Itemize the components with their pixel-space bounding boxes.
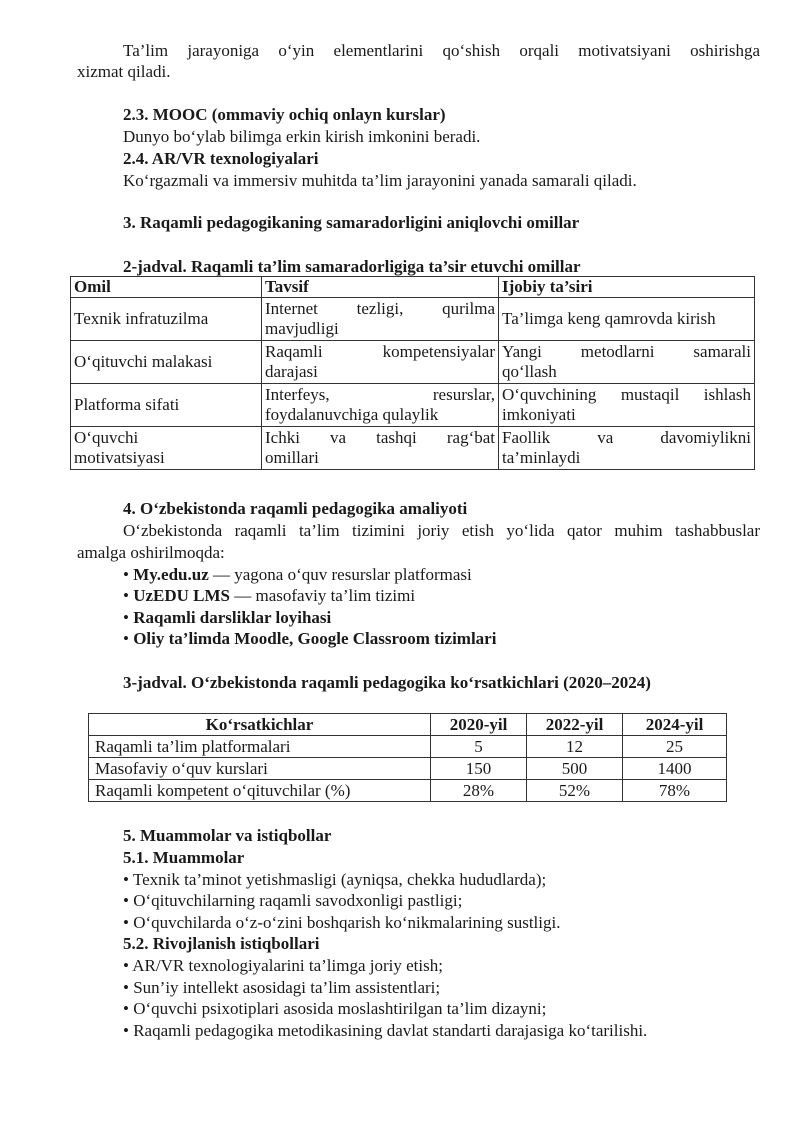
- section-2-4-text: Ko‘rgazmali va immersiv muhitda ta’lim jarayonini yanada samarali qiladi.: [123, 171, 637, 190]
- col-header-tasir: Ijobiy ta’siri: [499, 277, 755, 298]
- section-5-2-heading: 5.2. Rivojlanish istiqbollari: [123, 934, 320, 953]
- table-cell: Ichki va tashqi rag‘bat omillari: [262, 427, 499, 470]
- table-cell: 52%: [527, 780, 623, 802]
- list-item: • UzEDU LMS — masofaviy ta’lim tizimi: [123, 586, 416, 605]
- table-row: [71, 427, 755, 470]
- list-item: • O‘qituvchilarning raqamli savodxonligi pastligi;: [123, 891, 463, 910]
- col-header-indicators: Ko‘rsatkichlar: [89, 714, 431, 736]
- table-header-row: [89, 714, 727, 736]
- table-cell: 28%: [431, 780, 527, 802]
- col-header-2022: 2022-yil: [527, 714, 623, 736]
- intro-line-1: Ta’lim jarayoniga o‘yin elementlarini qo‘shish orqali motivatsiyani oshirishga: [123, 41, 760, 60]
- section-2-3-heading: 2.3. MOOC (ommaviy ochiq onlayn kurslar): [123, 105, 446, 124]
- table-cell: 150: [431, 758, 527, 780]
- table-row: [89, 736, 727, 758]
- table-row: [71, 298, 755, 341]
- table-cell: Masofaviy o‘quv kurslari: [89, 758, 431, 780]
- list-item: • Oliy ta’limda Moodle, Google Classroom tizimlari: [123, 629, 497, 648]
- list-item: • Sun’iy intellekt asosidagi ta’lim assistentlari;: [123, 978, 441, 997]
- table-row: [71, 341, 755, 384]
- list-item: • Raqamli pedagogika metodikasining davlat standarti darajasiga ko‘tarilishi.: [123, 1021, 648, 1040]
- col-header-omil: Omil: [71, 277, 262, 298]
- list-item: • My.edu.uz — yagona o‘quv resurslar platformasi: [123, 565, 472, 584]
- list-item: • O‘quvchi psixotiplari asosida moslashtirilgan ta’lim dizayni;: [123, 999, 547, 1018]
- table-cell: 12: [527, 736, 623, 758]
- section-2-3-text: Dunyo bo‘ylab bilimga erkin kirish imkonini beradi.: [123, 127, 481, 146]
- col-header-2024: 2024-yil: [623, 714, 727, 736]
- table-row: [71, 384, 755, 427]
- table-cell: Ta’limga keng qamrovda kirish: [499, 298, 755, 341]
- table-cell: 500: [527, 758, 623, 780]
- table-row: [89, 780, 727, 802]
- table-cell: 1400: [623, 758, 727, 780]
- list-item: • Raqamli darsliklar loyihasi: [123, 608, 332, 627]
- table-cell: Internet tezligi, qurilma mavjudligi: [262, 298, 499, 341]
- table-cell: Platforma sifati: [71, 384, 262, 427]
- table-cell: Raqamli kompetensiyalar darajasi: [262, 341, 499, 384]
- section-4-heading: 4. O‘zbekistonda raqamli pedagogika amaliyoti: [123, 499, 468, 518]
- section-3-heading: 3. Raqamli pedagogikaning samaradorligini aniqlovchi omillar: [123, 213, 580, 232]
- list-item: • Texnik ta’minot yetishmasligi (ayniqsa, chekka hududlarda);: [123, 870, 547, 889]
- intro-line-2: xizmat qiladi.: [77, 62, 171, 81]
- indicators-table: [88, 713, 727, 802]
- section-5-heading: 5. Muammolar va istiqbollar: [123, 826, 332, 845]
- section-4-para-line-1: O‘zbekistonda raqamli ta’lim tizimini joriy etish yo‘lida qator muhim tashabbuslar: [123, 521, 760, 540]
- table-cell: Raqamli ta’lim platformalari: [89, 736, 431, 758]
- section-5-1-heading: 5.1. Muammolar: [123, 848, 245, 867]
- table-3-caption: 3-jadval. O‘zbekistonda raqamli pedagogika ko‘rsatkichlari (2020–2024): [123, 673, 651, 692]
- table-cell: O‘quvchi motivatsiyasi: [71, 427, 262, 470]
- table-cell: 5: [431, 736, 527, 758]
- table-cell: Interfeys, resurslar, foydalanuvchiga qulaylik: [262, 384, 499, 427]
- col-header-2020: 2020-yil: [431, 714, 527, 736]
- table-cell: Texnik infratuzilma: [71, 298, 262, 341]
- section-2-4-heading: 2.4. AR/VR texnologiyalari: [123, 149, 319, 168]
- table-cell: O‘quvchining mustaqil ishlash imkoniyati: [499, 384, 755, 427]
- table-cell: Raqamli kompetent o‘qituvchilar (%): [89, 780, 431, 802]
- list-item: • O‘quvchilarda o‘z-o‘zini boshqarish ko‘nikmalarining sustligi.: [123, 913, 561, 932]
- table-cell: 25: [623, 736, 727, 758]
- table-header-row: [71, 277, 755, 298]
- table-cell: Faollik va davomiylikni ta’minlaydi: [499, 427, 755, 470]
- list-item: • AR/VR texnologiyalarini ta’limga joriy etish;: [123, 956, 443, 975]
- table-cell: 78%: [623, 780, 727, 802]
- table-cell: Yangi metodlarni samarali qo‘llash: [499, 341, 755, 384]
- table-row: [89, 758, 727, 780]
- table-2-caption: 2-jadval. Raqamli ta’lim samaradorligiga ta’sir etuvchi omillar: [123, 257, 581, 276]
- factors-table: [70, 276, 755, 470]
- col-header-tavsif: Tavsif: [262, 277, 499, 298]
- table-cell: O‘qituvchi malakasi: [71, 341, 262, 384]
- section-4-para-line-2: amalga oshirilmoqda:: [77, 543, 225, 562]
